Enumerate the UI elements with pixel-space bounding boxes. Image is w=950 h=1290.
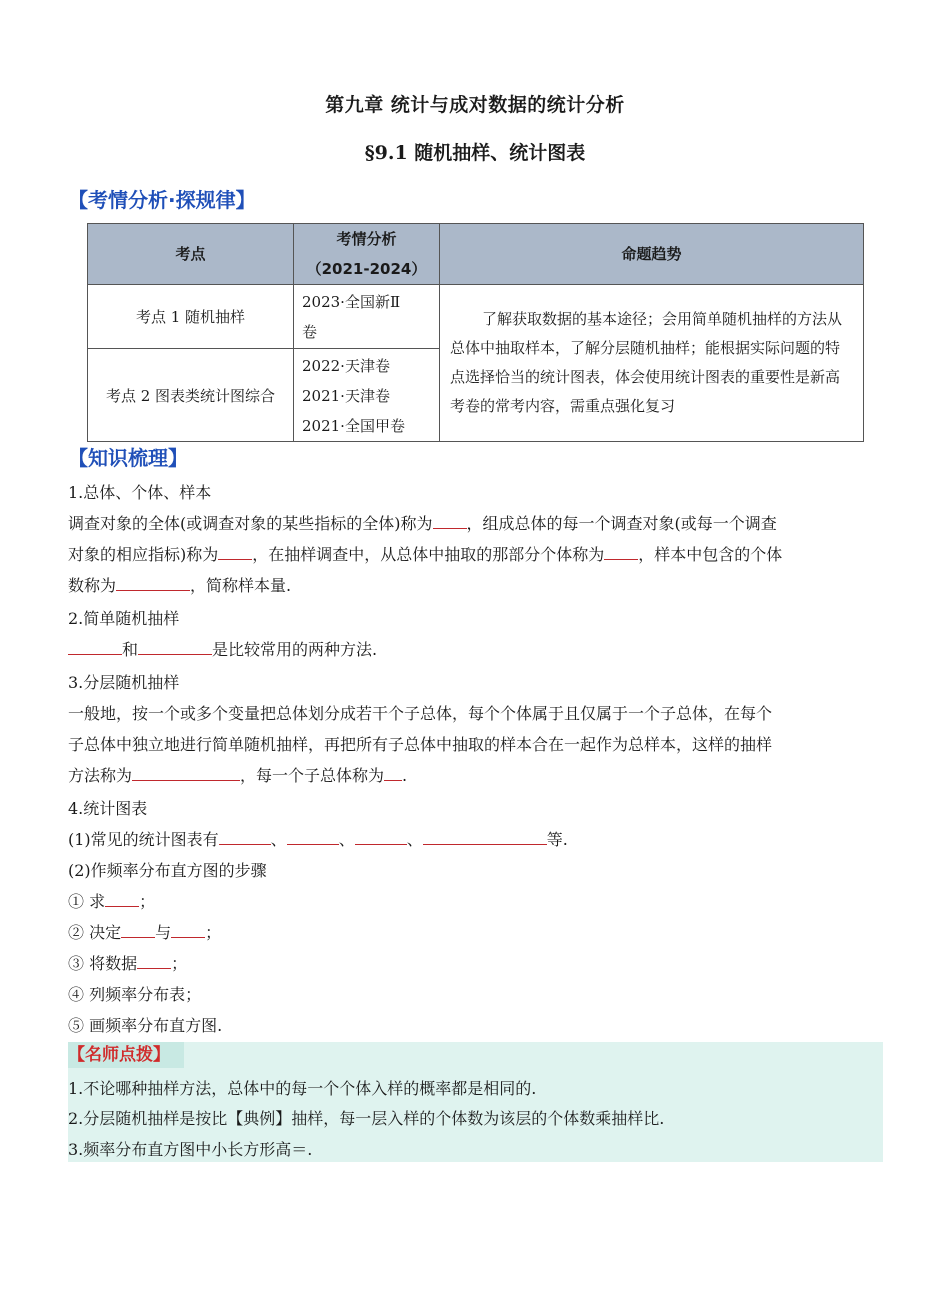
heading-charts: 4.统计图表 [68, 799, 148, 818]
header-analysis [294, 224, 440, 285]
exam-analysis-heading: 【考情分析·探规律】 [68, 188, 256, 212]
knowledge-heading: 【知识梳理】 [68, 446, 188, 470]
source-cell [294, 349, 440, 442]
source-line: 2021·天津卷 [302, 387, 390, 405]
fill-blank [116, 574, 190, 591]
fill-blank [137, 952, 171, 969]
paragraph-population: 调查对象的全体(或调查对象的某些指标的全体)称为 ，组成总体的每一个调查对象(或每一个调查 对象的相应指标)称为 ，在抽样调查中，从总体中抽取的那部分个体称为 ，样本中包含的个体 数称为 ，简称样本量. [68, 514, 783, 595]
fill-blank [171, 921, 205, 938]
step-2: ② 决定 与 ； [68, 923, 222, 942]
heading-stratified-sampling: 3.分层随机抽样 [68, 673, 180, 692]
chapter-title: 第九章 统计与成对数据的统计分析 [325, 94, 625, 116]
fill-blank [287, 828, 339, 845]
paragraph-chart-types: (1)常见的统计图表有 、 、 、 等. [68, 830, 568, 849]
source-line: 2021·全国甲卷 [302, 417, 405, 435]
source-line: 2023·全国新Ⅱ [302, 293, 401, 311]
section-title: §9.1 随机抽样、统计图表 [364, 142, 586, 164]
tips-heading: 【名师点拨】 [68, 1042, 184, 1068]
fill-blank [604, 543, 638, 560]
trend-cell: 了解获取数据的基本途径；会用简单随机抽样的方法从总体中抽取样本，了解分层随机抽样；能根据实际问题的特点选择恰当的统计图表，体会使用统计图表的重要性是新高考卷的常考内容，需重点强化复习 [440, 285, 864, 442]
fill-blank [355, 828, 407, 845]
fill-blank [121, 921, 155, 938]
heading-simple-sampling: 2.简单随机抽样 [68, 609, 180, 628]
kaodian-cell: 考点 1 随机抽样 [88, 285, 294, 349]
step-1: ① 求 ； [68, 892, 156, 911]
fill-blank [138, 638, 212, 655]
header-trend: 命题趋势 [440, 224, 864, 285]
fill-blank [68, 638, 122, 655]
source-line: 卷 [302, 323, 318, 341]
kaodian-cell: 考点 2 图表类统计图综合 [88, 349, 294, 442]
exam-analysis-table [87, 223, 864, 442]
heading-population: 1.总体、个体、样本 [68, 483, 212, 502]
table-header-row [88, 224, 864, 285]
paragraph-stratified-sampling: 一般地，按一个或多个变量把总体划分成若干个子总体，每个个体属于且仅属于一个子总体，在每个 子总体中独立地进行简单随机抽样，再把所有子总体中抽取的样本合在一起作为总样本，这样的抽样 方法称为 ，每一个子总体称为 . [68, 704, 773, 785]
header-kaodian: 考点 [88, 224, 294, 285]
paragraph-simple-sampling: 和 是比较常用的两种方法. [68, 634, 883, 665]
tip-1: 1.不论哪种抽样方法，总体中的每一个个体入样的概率都是相同的. [68, 1079, 537, 1098]
table-row [88, 285, 864, 349]
fill-blank [384, 764, 402, 781]
header-analysis-line1: 考情分析 [336, 230, 397, 248]
fill-blank [132, 764, 240, 781]
step-4: ④ 列频率分布表； [68, 985, 202, 1004]
fill-blank [219, 828, 271, 845]
fill-blank [218, 543, 252, 560]
fill-blank [423, 828, 547, 845]
source-cell [294, 285, 440, 349]
header-analysis-line2: （2021-2024） [306, 260, 427, 278]
step-5: ⑤ 画频率分布直方图. [68, 1016, 223, 1035]
fill-blank [433, 512, 467, 529]
fill-blank [105, 890, 139, 907]
source-line: 2022·天津卷 [302, 357, 390, 375]
step-3: ③ 将数据 ； [68, 954, 188, 973]
tip-3: 3.频率分布直方图中小长方形高＝. [68, 1140, 313, 1159]
steps-title: (2)作频率分布直方图的步骤 [68, 861, 267, 880]
tip-2: 2.分层随机抽样是按比【典例】抽样，每一层入样的个体数为该层的个体数乘抽样比. [68, 1109, 665, 1128]
knowledge-body [68, 477, 883, 1041]
